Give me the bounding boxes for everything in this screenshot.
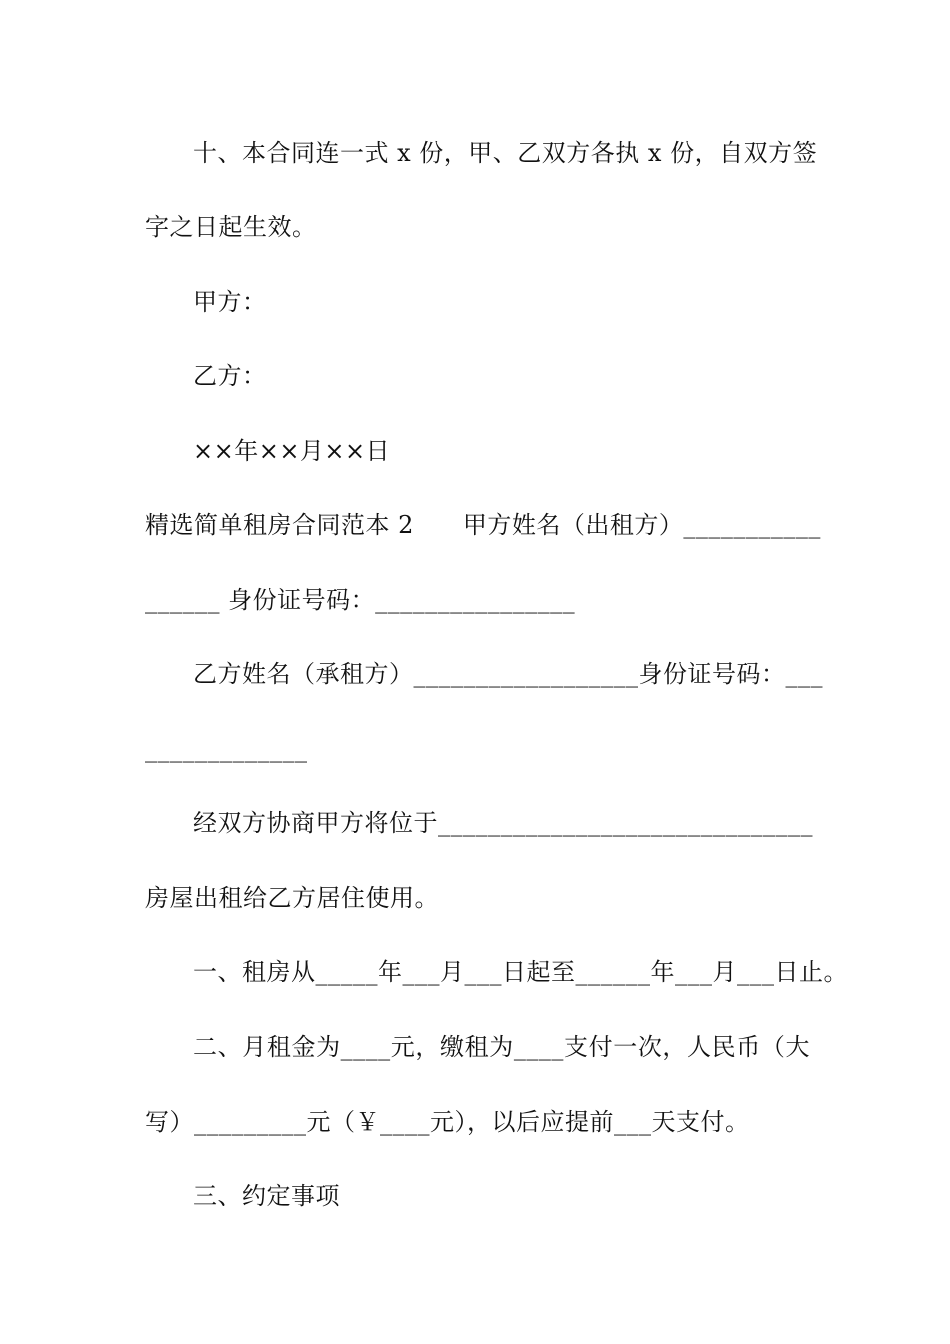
- signature-date: ××年××月××日: [193, 437, 391, 465]
- party-b-id-continuation: _____________: [145, 735, 308, 763]
- clause-ten-line-2: 字之日起生效。: [145, 213, 317, 241]
- clause-two-rent-line-2: 写）_________元（￥____元），以后应提前___天支付。: [145, 1108, 750, 1136]
- party-b-signature-label: 乙方：: [193, 362, 267, 390]
- property-location-line: 经双方协商甲方将位于______________________________: [193, 809, 813, 837]
- party-a-signature-label: 甲方：: [193, 288, 267, 316]
- party-b-name-line: 乙方姓名（承租方）__________________身份证号码：___: [193, 660, 823, 688]
- property-usage-line: 房屋出租给乙方居住使用。: [145, 884, 439, 912]
- contract-heading-line: 精选简单租房合同范本 2 甲方姓名（出租方）___________: [145, 511, 821, 539]
- clause-three-heading: 三、约定事项: [193, 1182, 340, 1210]
- party-a-id-line: ______ 身份证号码：________________: [145, 586, 576, 614]
- clause-one-lease-term: 一、租房从_____年___月___日起至______年___月___日止。: [193, 958, 848, 986]
- clause-ten-line-1: 十、本合同连一式 x 份，甲、乙双方各执 x 份，自双方签: [193, 139, 818, 167]
- clause-two-rent-line-1: 二、月租金为____元，缴租为____支付一次，人民币（大: [193, 1033, 810, 1061]
